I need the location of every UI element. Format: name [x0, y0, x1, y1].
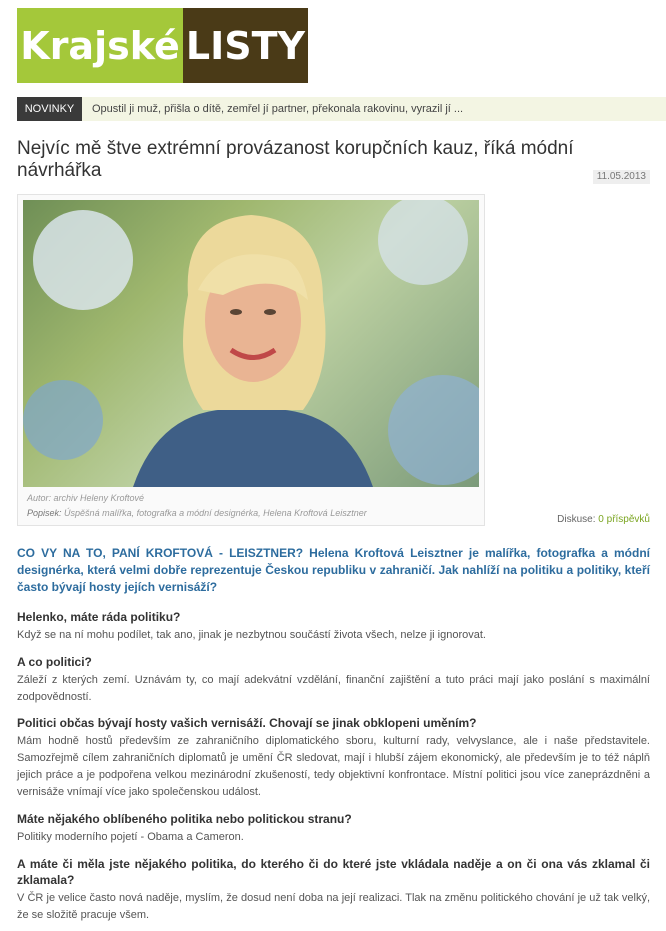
qa-item	[17, 654, 650, 706]
logo-text-right: LISTY	[183, 8, 308, 83]
qa-item	[17, 811, 650, 846]
discussion-label: Diskuse:	[557, 514, 596, 525]
site-logo[interactable]	[17, 8, 308, 83]
article-lead: CO VY NA TO, PANÍ KROFTOVÁ - LEISZTNER? Helena Kroftová Leisztner je malířka, fotografka a módní designérka, která velmi dobře reprezentuje Českou republiku v zahraničí. Jak nahlíží na politiku a politiky, kteří často bývají hosty jejích vernisáží?	[17, 546, 650, 594]
qa-item	[17, 609, 650, 644]
article-photo[interactable]	[23, 200, 479, 487]
portrait-illustration	[23, 200, 479, 487]
question: A máte či měla jste nějakého politika, do kterého či do které jste vkládala naděje a on či ona vás zklamal či zklamala?	[17, 857, 650, 887]
discussion-link[interactable]: 0 příspěvků	[598, 514, 650, 525]
photo-caption	[27, 508, 367, 518]
answer: V ČR je velice často nová naděje, myslím, že dosud není doba na její realizaci. Tlak na změnu politického chování je už tak velký, že se složitě pracuje všem.	[17, 892, 650, 921]
discussion-count	[557, 514, 650, 525]
question: A co politici?	[17, 655, 92, 669]
ticker-headline-link[interactable]: Opustil ji muž, přišla o dítě, zemřel jí partner, překonala rakovinu, vyrazil jí ...	[92, 103, 464, 115]
photo-credit: Autor: archiv Heleny Kroftové	[27, 493, 145, 503]
question: Politici občas bývají hosty vašich vernisáží. Chovají se jinak obklopeni uměním?	[17, 716, 477, 730]
answer: Mám hodně hostů především ze zahraničního diplomatického sboru, kulturní rady, velvyslance, ale i naše představitele. Samozřejmě cílem zahraničních diplomatů je umění ČR sledovat, mají i hlubší zájem ekonomický, ale především je to též náplň jejich práce a je podpořena velkou mezinárodní zkušeností, tedy objektivní konfrontace. Místní politici jsou více zaneprázdněni a vernisáže vnímají více jako společenskou událost.	[17, 735, 650, 798]
logo-text-left: Krajské	[17, 8, 183, 83]
answer: Když se na ní mohu podílet, tak ano, jinak je nezbytnou součástí života všech, nelze ji ignorovat.	[17, 629, 486, 641]
caption-text: Úspěšná malířka, fotografka a módní designérka, Helena Kroftová Leisztner	[64, 508, 367, 518]
qa-item	[17, 856, 650, 924]
caption-label: Popisek:	[27, 508, 62, 518]
article-title: Nejvíc mě štve extrémní provázanost korupčních kauz, říká módní návrhářka	[17, 138, 574, 181]
question: Máte nějakého oblíbeného politika nebo politickou stranu?	[17, 812, 352, 826]
answer: Politiky moderního pojetí - Obama a Cameron.	[17, 831, 244, 843]
article-date: 11.05.2013	[593, 170, 650, 184]
qa-item	[17, 715, 650, 801]
question: Helenko, máte ráda politiku?	[17, 610, 181, 624]
article-photo-frame	[17, 194, 485, 526]
news-ticker	[17, 97, 666, 121]
ticker-label: NOVINKY	[17, 97, 82, 121]
answer: Záleží z kterých zemí. Uznávám ty, co mají adekvátní vzdělání, finanční zajištění a tuto práci mají jako poslání s maximální zodpovědností.	[17, 674, 650, 703]
